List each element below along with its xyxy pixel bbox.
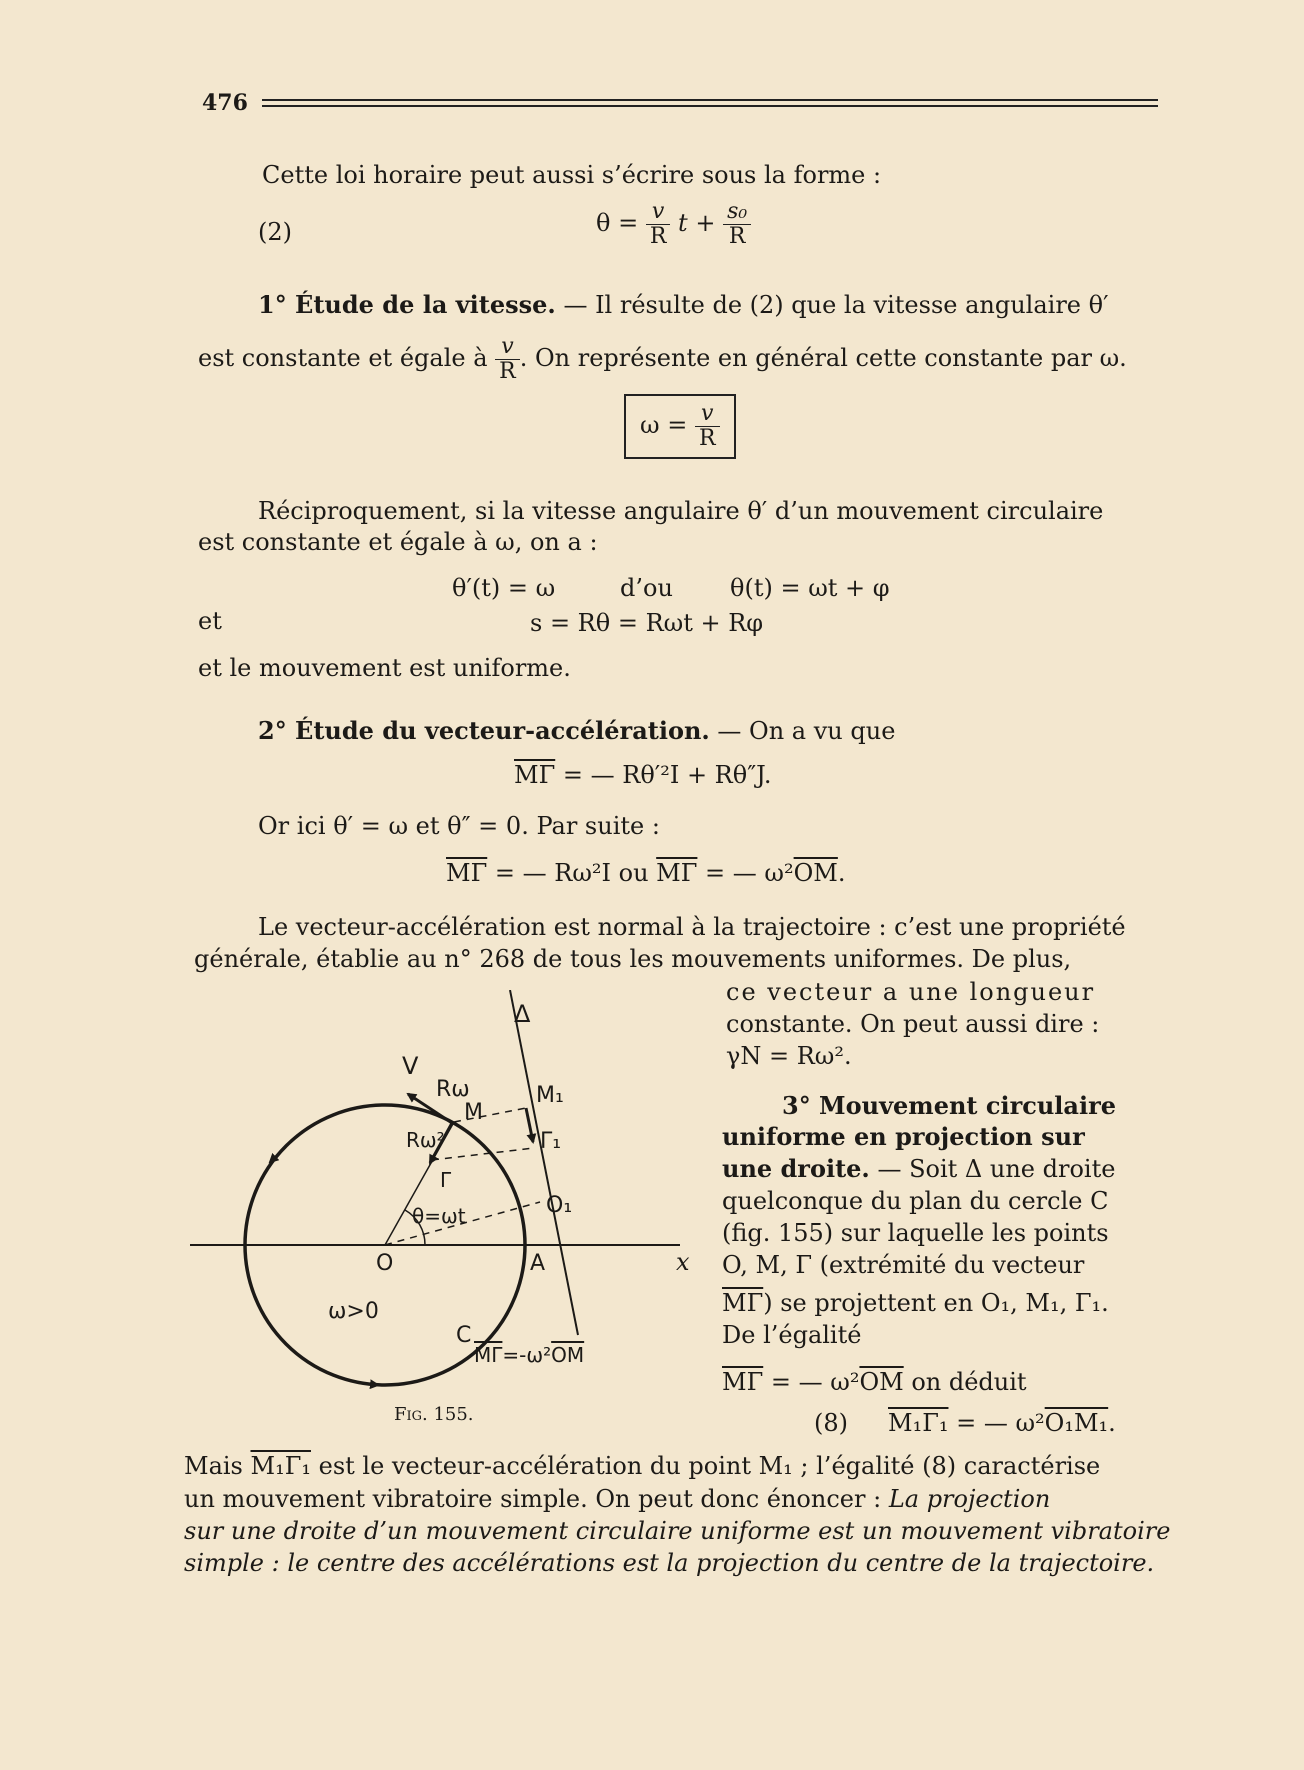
sec3-l9: $\overline{M\Gamma}$ = — $\omega^2\overline{OM}$ on déduit	[722, 1368, 1027, 1396]
eq2-frac2: $\frac{\text{s₀}}{R}$	[723, 200, 751, 249]
label-M: M	[464, 1100, 483, 1125]
label-O: O	[376, 1251, 394, 1276]
label-Rw: Rω	[436, 1077, 470, 1102]
intro-line: Cette loi horaire peut aussi s’écrire sous la forme :	[262, 161, 882, 189]
label-M1: M₁	[536, 1083, 564, 1108]
eq2-mid: t +	[678, 209, 716, 237]
label-Delta: Δ	[514, 1000, 531, 1028]
sec3-l6: O, M, Γ (extrémité du vecteur	[722, 1251, 1085, 1279]
eq2-tag: (2)	[258, 218, 292, 246]
figure-vector-equation: MΓ=-ω²OM	[474, 1343, 585, 1367]
sec3-title1: 3° Mouvement circulaire	[782, 1091, 1116, 1120]
sec1-eqB: s = Rθ = Rωt + Rφ	[530, 609, 764, 637]
sec3-title2: uniforme en projection sur	[722, 1122, 1085, 1151]
figure-caption: Fig. 155.	[394, 1404, 474, 1425]
label-Gamma1: Γ₁	[540, 1129, 562, 1154]
sec1-line2: est constante et égale à $\frac{v}{R}$ . On représente en général cette constante par ω.	[198, 334, 1127, 384]
boxed-equation: ω = $\frac{v}{R}$	[624, 394, 736, 459]
label-Rw2: Rω²	[406, 1128, 445, 1152]
label-O1: O₁	[546, 1193, 573, 1218]
page-number: 476	[202, 90, 248, 116]
sec2-eq2: $\overline{M\Gamma}$ = — Rω²I ou $\overline{M\Gamma}$ = — $\omega^2\overline{OM}$.	[446, 859, 846, 887]
label-V: V	[402, 1052, 419, 1080]
sec1-line1: 1° Étude de la vitesse. — Il résulte de (2) que la vitesse angulaire θ′	[258, 290, 1109, 319]
sec3-eq8: M₁Γ₁ = — ω²O₁M₁.	[888, 1409, 1116, 1437]
label-A: A	[530, 1251, 546, 1276]
sec2-line2: Or ici θ′ = ω et θ″ = 0. Par suite :	[258, 812, 660, 840]
sec3-eq8-tag: (8)	[814, 1409, 848, 1437]
label-theta: θ=ωt	[412, 1204, 466, 1228]
sec3-l5: (fig. 155) sur laquelle les points	[722, 1219, 1109, 1247]
label-omega-positive: ω>0	[328, 1299, 379, 1324]
sec3-l8: De l’égalité	[722, 1321, 862, 1349]
label-x: x	[676, 1248, 690, 1276]
sec1-et: et	[198, 607, 222, 635]
closing-l2: un mouvement vibratoire simple. On peut donc énoncer : La projection	[184, 1485, 1051, 1513]
sec2-eq1: $\overline{M\Gamma}$ = — Rθ′²I + Rθ″J.	[514, 761, 772, 789]
sec3-l3: une droite. — Soit Δ une droite	[722, 1154, 1116, 1183]
eq2-frac1: $\frac{v}{R}$	[646, 200, 671, 249]
sec1-title: 1° Étude de la vitesse.	[258, 290, 556, 319]
sec1-recip1: Réciproquement, si la vitesse angulaire θ′ d’un mouvement circulaire	[258, 497, 1104, 525]
header-rule-bottom	[262, 105, 1158, 107]
sec2-line1: 2° Étude du vecteur-accélération. — On a vu que	[258, 716, 896, 745]
closing-l1: Mais M₁Γ₁ est le vecteur-accélération du point M₁ ; l’égalité (8) caractérise	[184, 1452, 1101, 1480]
sec1-recip2: est constante et égale à ω, on a :	[198, 528, 598, 556]
sec2-p2: générale, établie au n° 268 de tous les mouvements uniformes. De plus,	[194, 945, 1072, 973]
sec2-title: 2° Étude du vecteur-accélération.	[258, 716, 710, 745]
figure-155	[180, 990, 720, 1420]
sec3-l7: $\overline{M\Gamma}$) se projettent en O₁, M₁, Γ₁.	[722, 1289, 1109, 1317]
sec1-eqA: θ′(t) = ω	[452, 574, 556, 602]
closing-l4: simple : le centre des accélérations est la projection du centre de la trajectoire.	[184, 1549, 1155, 1577]
projection-Gamma	[432, 1148, 534, 1160]
eq2-lhs: θ =	[596, 209, 639, 237]
sec3-l4: quelconque du plan du cercle C	[722, 1187, 1109, 1215]
sec1-eqA-mid: d’ou	[620, 574, 673, 602]
sec1-frac: $\frac{v}{R}$	[495, 335, 520, 384]
sec1-conclusion: et le mouvement est uniforme.	[198, 654, 571, 682]
closing-l3: sur une droite d’un mouvement circulaire uniforme est un mouvement vibratoire	[184, 1517, 1171, 1545]
sec1-eqA-right: θ(t) = ωt + φ	[730, 574, 890, 602]
rotation-arrow-top	[270, 1147, 286, 1162]
eq2	[596, 200, 751, 249]
header-rule-top	[262, 99, 1158, 101]
sec2-p3: ce vecteur a une longueur	[726, 978, 1096, 1006]
sec2-p1: Le vecteur-accélération est normal à la trajectoire : c’est une propriété	[258, 913, 1126, 941]
label-Gamma: Γ	[440, 1168, 452, 1192]
label-C: C	[456, 1323, 472, 1348]
projected-acceleration-vector	[526, 1108, 533, 1142]
sec2-p5: γN = Rω².	[726, 1042, 852, 1070]
sec2-p4: constante. On peut aussi dire :	[726, 1010, 1100, 1038]
